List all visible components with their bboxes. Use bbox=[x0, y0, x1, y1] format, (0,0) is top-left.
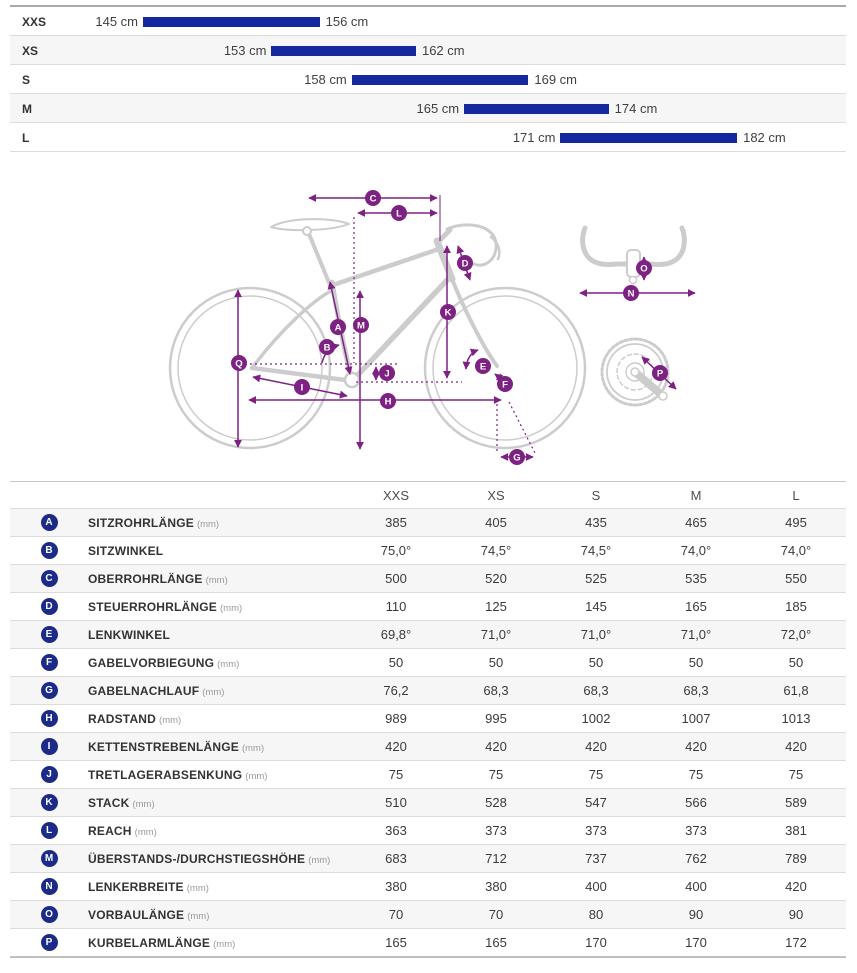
letter-cell bbox=[10, 878, 88, 895]
value-m: 373 bbox=[685, 823, 707, 838]
value-s: 80 bbox=[588, 907, 604, 922]
measure-label: GABELNACHLAUF (mm) bbox=[88, 683, 225, 698]
letter-cell bbox=[10, 850, 88, 867]
handlebar-top-right bbox=[634, 228, 684, 264]
measure-unit: (mm) bbox=[134, 826, 157, 838]
diagram-badge-l bbox=[391, 205, 407, 221]
bike-drawing bbox=[170, 219, 684, 448]
diagram-badge-p bbox=[652, 365, 668, 381]
value-xs: 405 bbox=[485, 515, 507, 530]
value-m: 75 bbox=[688, 767, 704, 782]
size-row-xxs bbox=[10, 7, 846, 36]
value-xs: 995 bbox=[485, 711, 507, 726]
measure-unit: (mm) bbox=[159, 714, 182, 726]
value-m: 400 bbox=[685, 879, 707, 894]
svg-text:J: J bbox=[384, 368, 390, 380]
geometry-row-l bbox=[10, 816, 846, 844]
diagram-badge-h bbox=[380, 393, 396, 409]
value-l: 172 bbox=[785, 935, 807, 950]
range-max-label: 162 cm bbox=[421, 43, 465, 58]
geometry-table-header bbox=[10, 482, 846, 508]
diagram-badge-q bbox=[231, 355, 247, 371]
geometry-row-e bbox=[10, 620, 846, 648]
geometry-row-c bbox=[10, 564, 846, 592]
letter-badge-m: M bbox=[41, 850, 58, 867]
range-max-label: 182 cm bbox=[743, 130, 786, 145]
value-m: 1007 bbox=[681, 711, 711, 726]
value-s: 145 bbox=[585, 599, 607, 614]
value-m: 50 bbox=[688, 655, 704, 670]
measure-unit: (mm) bbox=[196, 518, 220, 530]
height-range-bar bbox=[464, 104, 609, 114]
letter-badge-d: D bbox=[41, 598, 58, 615]
svg-text:M: M bbox=[357, 320, 365, 332]
value-l: 61,8 bbox=[783, 683, 809, 698]
geometry-row-d bbox=[10, 592, 846, 620]
value-l: 75 bbox=[788, 767, 804, 782]
value-l: 185 bbox=[785, 599, 807, 614]
measure-label: SITZWINKEL bbox=[88, 543, 164, 558]
letter-cell bbox=[10, 542, 88, 559]
svg-text:D: D bbox=[461, 258, 469, 270]
range-max-label: 169 cm bbox=[534, 72, 577, 87]
size-row-l bbox=[10, 123, 846, 152]
value-s: 170 bbox=[585, 935, 607, 950]
letter-cell bbox=[10, 906, 88, 923]
geometry-row-b bbox=[10, 536, 846, 564]
value-xs: 68,3 bbox=[483, 683, 509, 698]
measure-label: RADSTAND (mm) bbox=[88, 711, 182, 726]
letter-badge-a: A bbox=[41, 514, 58, 531]
measure-label: STEUERROHRLÄNGE (mm) bbox=[88, 599, 243, 614]
value-xxs: 420 bbox=[385, 739, 407, 754]
value-xs: 528 bbox=[485, 795, 507, 810]
measure-label: LENKERBREITE (mm) bbox=[88, 879, 209, 894]
value-m: 165 bbox=[685, 599, 707, 614]
letter-cell bbox=[10, 766, 88, 783]
column-header-l: L bbox=[792, 487, 800, 503]
letter-badge-e: E bbox=[41, 626, 58, 643]
geometry-row-j bbox=[10, 760, 846, 788]
diagram-badge-e bbox=[475, 358, 491, 374]
measure-label: GABELVORBIEGUNG (mm) bbox=[88, 655, 240, 670]
crank-axle bbox=[631, 368, 639, 376]
fork bbox=[452, 279, 497, 366]
value-xxs: 75,0° bbox=[380, 543, 412, 558]
letter-cell bbox=[10, 738, 88, 755]
value-s: 400 bbox=[585, 879, 607, 894]
column-header-xs: XS bbox=[487, 487, 505, 503]
value-s: 373 bbox=[585, 823, 607, 838]
letter-badge-o: O bbox=[41, 906, 58, 923]
size-range-chart bbox=[10, 5, 846, 152]
svg-text:B: B bbox=[323, 342, 331, 354]
letter-badge-c: C bbox=[41, 570, 58, 587]
svg-text:Q: Q bbox=[235, 358, 243, 370]
value-l: 90 bbox=[788, 907, 804, 922]
size-row-m bbox=[10, 94, 846, 123]
letter-badge-p: P bbox=[41, 934, 58, 951]
diagram-badge-n bbox=[623, 285, 639, 301]
value-xs: 71,0° bbox=[480, 627, 512, 642]
value-xxs: 165 bbox=[385, 935, 407, 950]
letter-cell bbox=[10, 654, 88, 671]
letter-cell bbox=[10, 710, 88, 727]
size-label: XS bbox=[22, 44, 39, 58]
geometry-row-m bbox=[10, 844, 846, 872]
column-header-xxs: XXS bbox=[382, 487, 409, 503]
diagram-badge-f bbox=[497, 376, 513, 392]
geometry-row-i bbox=[10, 732, 846, 760]
letter-badge-l: L bbox=[41, 822, 58, 839]
svg-text:H: H bbox=[384, 396, 392, 408]
svg-text:A: A bbox=[334, 322, 342, 334]
column-header-s: S bbox=[591, 487, 601, 503]
value-l: 381 bbox=[785, 823, 807, 838]
top-tube bbox=[330, 249, 439, 286]
value-xs: 50 bbox=[488, 655, 504, 670]
diagram-badge-o bbox=[636, 260, 652, 276]
range-min-label: 145 cm bbox=[95, 14, 138, 29]
size-row-xs bbox=[10, 36, 846, 65]
letter-cell bbox=[10, 514, 88, 531]
value-xxs: 385 bbox=[385, 515, 407, 530]
diagram-badge-i bbox=[294, 379, 310, 395]
measure-unit: (mm) bbox=[308, 854, 331, 866]
value-s: 74,5° bbox=[580, 543, 612, 558]
value-xxs: 50 bbox=[388, 655, 404, 670]
value-xxs: 380 bbox=[385, 879, 407, 894]
diagram-badge-a bbox=[330, 319, 346, 335]
front-rim bbox=[433, 296, 577, 440]
pedal-eye bbox=[659, 392, 667, 400]
size-label: XXS bbox=[22, 15, 47, 29]
svg-text:K: K bbox=[444, 307, 452, 319]
value-xxs: 70 bbox=[388, 907, 404, 922]
saddle-clamp bbox=[303, 227, 311, 235]
geometry-table bbox=[10, 481, 846, 958]
height-range-bar bbox=[352, 75, 529, 85]
value-m: 566 bbox=[685, 795, 707, 810]
value-s: 1002 bbox=[581, 711, 611, 726]
handlebar-top-left bbox=[583, 228, 633, 264]
value-m: 762 bbox=[685, 851, 707, 866]
value-xs: 380 bbox=[485, 879, 507, 894]
letter-cell bbox=[10, 626, 88, 643]
diagram-badge-d bbox=[457, 255, 473, 271]
geometry-row-a bbox=[10, 508, 846, 536]
seatpost bbox=[309, 234, 330, 285]
value-l: 420 bbox=[785, 739, 807, 754]
diagram-badge-j bbox=[379, 365, 395, 381]
svg-text:L: L bbox=[396, 208, 402, 220]
head-tube bbox=[437, 241, 452, 279]
measure-unit: (mm) bbox=[132, 798, 155, 810]
range-max-label: 174 cm bbox=[614, 101, 658, 116]
measure-label: ÜBERSTANDS-/DURCHSTIEGSHÖHE (mm) bbox=[88, 851, 331, 866]
measure-unit: (mm) bbox=[217, 658, 240, 670]
diagram-badge-b bbox=[319, 339, 335, 355]
range-max-label: 156 cm bbox=[325, 14, 369, 29]
bike-geometry-diagram bbox=[0, 170, 857, 475]
value-l: 74,0° bbox=[780, 543, 812, 558]
measure-label: KURBELARMLÄNGE (mm) bbox=[88, 935, 236, 950]
size-row-s bbox=[10, 65, 846, 94]
svg-text:G: G bbox=[513, 452, 521, 464]
geometry-row-p bbox=[10, 928, 846, 956]
measure-label: LENKWINKEL bbox=[88, 627, 170, 642]
value-l: 50 bbox=[788, 655, 804, 670]
letter-cell bbox=[10, 822, 88, 839]
diagram-badge-k bbox=[440, 304, 456, 320]
value-xs: 125 bbox=[485, 599, 507, 614]
value-s: 737 bbox=[585, 851, 607, 866]
value-l: 420 bbox=[785, 879, 807, 894]
value-xxs: 363 bbox=[385, 823, 407, 838]
value-s: 71,0° bbox=[580, 627, 612, 642]
measure-label: TRETLAGERABSENKUNG (mm) bbox=[88, 767, 268, 782]
svg-text:C: C bbox=[369, 193, 377, 205]
value-s: 435 bbox=[585, 515, 607, 530]
measure-unit: (mm) bbox=[245, 770, 268, 782]
value-s: 75 bbox=[588, 767, 604, 782]
letter-badge-f: F bbox=[41, 654, 58, 671]
value-xs: 75 bbox=[488, 767, 504, 782]
value-s: 420 bbox=[585, 739, 607, 754]
value-l: 550 bbox=[785, 571, 807, 586]
measure-unit: (mm) bbox=[186, 882, 209, 894]
value-xs: 420 bbox=[485, 739, 507, 754]
value-xxs: 989 bbox=[385, 711, 407, 726]
measure-unit: (mm) bbox=[187, 910, 210, 922]
letter-badge-j: J bbox=[41, 766, 58, 783]
size-label: L bbox=[22, 131, 30, 145]
value-s: 547 bbox=[585, 795, 607, 810]
stem-bolt bbox=[630, 277, 637, 284]
bottom-bracket bbox=[345, 373, 359, 387]
svg-text:F: F bbox=[502, 379, 508, 391]
value-xxs: 683 bbox=[385, 851, 407, 866]
geometry-row-n bbox=[10, 872, 846, 900]
letter-cell bbox=[10, 794, 88, 811]
geometry-row-o bbox=[10, 900, 846, 928]
value-xxs: 500 bbox=[385, 571, 407, 586]
value-m: 90 bbox=[688, 907, 704, 922]
letter-cell bbox=[10, 570, 88, 587]
measure-unit: (mm) bbox=[220, 602, 243, 614]
svg-text:N: N bbox=[627, 288, 635, 300]
value-xs: 520 bbox=[485, 571, 507, 586]
letter-badge-i: I bbox=[41, 738, 58, 755]
value-xxs: 75 bbox=[388, 767, 404, 782]
measure-unit: (mm) bbox=[241, 742, 265, 754]
value-m: 170 bbox=[685, 935, 707, 950]
value-s: 525 bbox=[585, 571, 607, 586]
column-header-m: M bbox=[690, 487, 702, 503]
geometry-row-g bbox=[10, 676, 846, 704]
value-xs: 165 bbox=[485, 935, 507, 950]
value-xxs: 110 bbox=[385, 599, 407, 614]
value-xs: 70 bbox=[488, 907, 504, 922]
value-xs: 74,5° bbox=[480, 543, 512, 558]
svg-text:P: P bbox=[656, 368, 664, 380]
value-xxs: 69,8° bbox=[380, 627, 412, 642]
value-xs: 373 bbox=[485, 823, 507, 838]
value-m: 68,3 bbox=[683, 683, 709, 698]
svg-text:I: I bbox=[300, 382, 304, 394]
letter-badge-n: N bbox=[41, 878, 58, 895]
range-min-label: 171 cm bbox=[512, 130, 556, 145]
measure-label: VORBAULÄNGE (mm) bbox=[88, 907, 210, 922]
value-m: 420 bbox=[685, 739, 707, 754]
letter-cell bbox=[10, 934, 88, 951]
measure-label: REACH (mm) bbox=[88, 823, 157, 838]
diagram-badge-g bbox=[509, 449, 525, 465]
geometry-row-h bbox=[10, 704, 846, 732]
range-min-label: 158 cm bbox=[304, 72, 347, 87]
letter-badge-h: H bbox=[41, 710, 58, 727]
value-m: 465 bbox=[685, 515, 707, 530]
height-range-bar bbox=[271, 46, 416, 56]
measure-unit: (mm) bbox=[205, 574, 228, 586]
letter-badge-g: G bbox=[41, 682, 58, 699]
range-min-label: 153 cm bbox=[223, 43, 267, 58]
value-m: 74,0° bbox=[680, 543, 712, 558]
svg-text:O: O bbox=[640, 263, 648, 275]
geometry-row-f bbox=[10, 648, 846, 676]
measure-label: SITZROHRLÄNGE (mm) bbox=[88, 515, 220, 530]
value-xs: 712 bbox=[485, 851, 507, 866]
svg-text:E: E bbox=[479, 361, 487, 373]
range-min-label: 165 cm bbox=[416, 101, 460, 116]
height-range-bar bbox=[560, 133, 737, 143]
value-l: 589 bbox=[785, 795, 807, 810]
size-label: M bbox=[22, 102, 32, 116]
stem bbox=[440, 230, 450, 240]
value-m: 71,0° bbox=[680, 627, 712, 642]
value-m: 535 bbox=[685, 571, 707, 586]
letter-badge-b: B bbox=[41, 542, 58, 559]
measure-label: STACK (mm) bbox=[88, 795, 155, 810]
diagram-badge-m bbox=[353, 317, 369, 333]
geometry-row-k bbox=[10, 788, 846, 816]
value-xxs: 76,2 bbox=[383, 683, 409, 698]
size-label: S bbox=[22, 73, 31, 87]
value-l: 789 bbox=[785, 851, 807, 866]
letter-cell bbox=[10, 598, 88, 615]
value-l: 1013 bbox=[781, 711, 811, 726]
value-l: 72,0° bbox=[780, 627, 812, 642]
letter-cell bbox=[10, 682, 88, 699]
value-xxs: 510 bbox=[385, 795, 407, 810]
letter-badge-k: K bbox=[41, 794, 58, 811]
measure-unit: (mm) bbox=[213, 938, 236, 950]
measure-label: KETTENSTREBENLÄNGE (mm) bbox=[88, 739, 265, 754]
value-l: 495 bbox=[785, 515, 807, 530]
value-s: 68,3 bbox=[583, 683, 609, 698]
diagram-badge-c bbox=[365, 190, 381, 206]
height-range-bar bbox=[143, 17, 320, 27]
value-s: 50 bbox=[588, 655, 604, 670]
measure-label: OBERROHRLÄNGE (mm) bbox=[88, 571, 228, 586]
measure-unit: (mm) bbox=[202, 686, 225, 698]
